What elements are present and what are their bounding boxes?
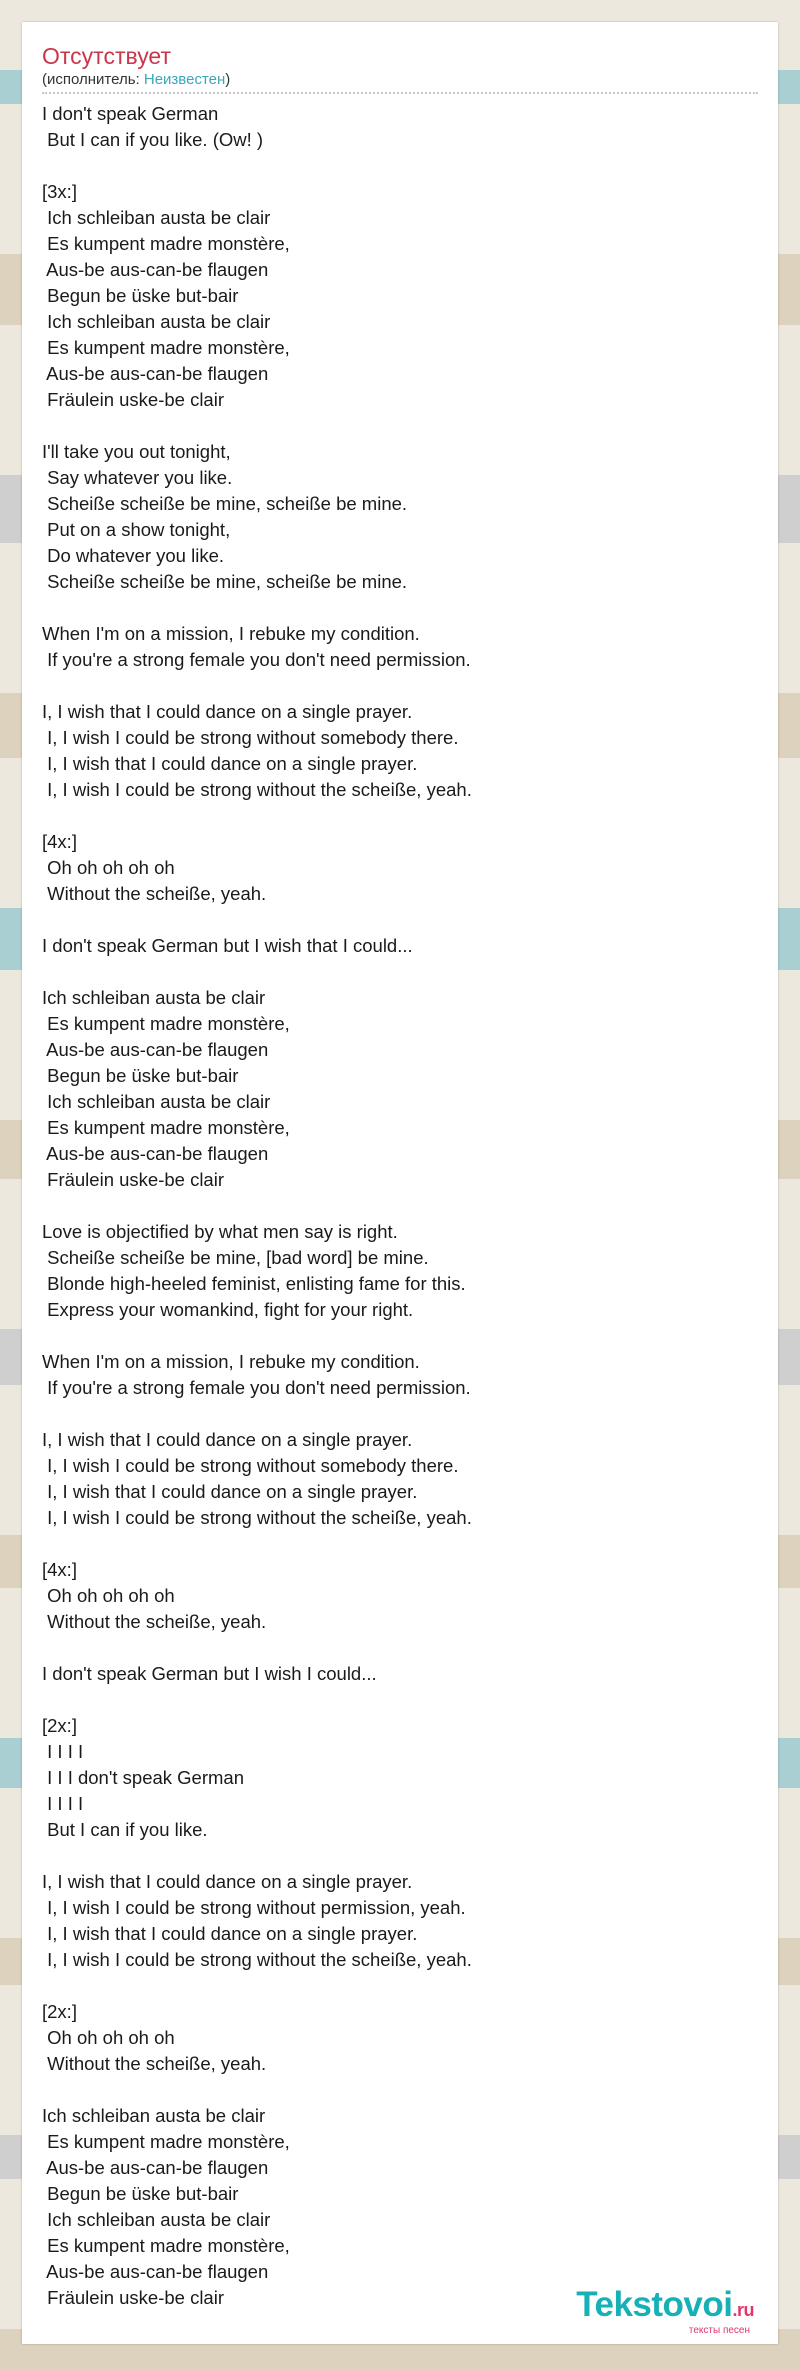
lyric-line: I don't speak German but I wish that I could... [42, 935, 413, 956]
lyric-line: I, I wish I could be strong without the scheiße, yeah. [42, 1949, 472, 1970]
lyric-line: I, I wish that I could dance on a single prayer. [42, 1923, 418, 1944]
lyric-line: I I I I [42, 1741, 84, 1762]
lyric-line: Ich schleiban austa be clair [42, 1091, 271, 1112]
lyric-line: Oh oh oh oh oh [42, 2027, 175, 2048]
lyric-line: Scheiße scheiße be mine, scheiße be mine. [42, 493, 408, 514]
lyric-line: When I'm on a mission, I rebuke my condition. [42, 623, 420, 644]
lyric-line: Es kumpent madre monstère, [42, 1117, 290, 1138]
lyric-line: If you're a strong female you don't need permission. [42, 1377, 471, 1398]
lyric-line [42, 1973, 758, 1999]
lyric-line: Ich schleiban austa be clair [42, 2209, 271, 2230]
lyric-line: But I can if you like. [42, 1819, 208, 1840]
lyric-line: I, I wish that I could dance on a single prayer. [42, 753, 418, 774]
artist-link[interactable]: Неизвестен [143, 71, 226, 88]
lyric-line: Ich schleiban austa be clair [42, 311, 271, 332]
lyric-line [42, 153, 758, 179]
lyric-line [42, 413, 758, 439]
lyric-line: Without the scheiße, yeah. [42, 1611, 267, 1632]
lyric-line: Aus-be aus-can-be flaugen [42, 1039, 269, 1060]
logo-name: Tekstovoi [576, 2285, 733, 2324]
lyric-line [42, 673, 758, 699]
lyric-line: Oh oh oh oh oh [42, 857, 175, 878]
lyric-line: Es kumpent madre monstère, [42, 233, 290, 254]
lyric-line: I, I wish I could be strong without permission, yeah. [42, 1897, 466, 1918]
lyric-line: Oh oh oh oh oh [42, 1585, 175, 1606]
lyric-line: Fräulein uske-be clair [42, 389, 224, 410]
logo-tagline: тексты песен [688, 2325, 750, 2336]
lyric-line: Begun be üske but-bair [42, 285, 239, 306]
lyric-line: Say whatever you like. [42, 467, 233, 488]
lyric-line [42, 2077, 758, 2103]
lyric-line [42, 1323, 758, 1349]
lyric-line: Do whatever you like. [42, 545, 225, 566]
lyric-line: Aus-be aus-can-be flaugen [42, 2261, 269, 2282]
lyric-line: Es kumpent madre monstère, [42, 2235, 290, 2256]
lyric-line: But I can if you like. (Ow! ) [42, 129, 264, 150]
lyric-line: [4x:] [42, 1559, 77, 1580]
lyrics-card [22, 22, 778, 2344]
lyric-line: Ich schleiban austa be clair [42, 2105, 266, 2126]
lyric-line: When I'm on a mission, I rebuke my condition. [42, 1351, 420, 1372]
lyric-line: Es kumpent madre monstère, [42, 1013, 290, 1034]
artist-suffix: ) [225, 71, 231, 88]
lyrics-text [42, 101, 758, 2311]
lyric-line: Put on a show tonight, [42, 519, 231, 540]
lyric-line [42, 1531, 758, 1557]
lyric-line: Scheiße scheiße be mine, scheiße be mine. [42, 571, 408, 592]
lyric-line: I, I wish that I could dance on a single prayer. [42, 1429, 413, 1450]
lyric-line: Aus-be aus-can-be flaugen [42, 363, 269, 384]
lyric-line: Scheiße scheiße be mine, [bad word] be mine. [42, 1247, 429, 1268]
lyric-line: Aus-be aus-can-be flaugen [42, 1143, 269, 1164]
lyric-line: I, I wish I could be strong without somebody there. [42, 1455, 459, 1476]
lyric-line: I don't speak German [42, 103, 219, 124]
lyric-line [42, 1401, 758, 1427]
lyric-line: Aus-be aus-can-be flaugen [42, 259, 269, 280]
artist-prefix: (исполнитель: [42, 71, 144, 88]
lyric-line: Ich schleiban austa be clair [42, 987, 266, 1008]
lyric-line [42, 803, 758, 829]
lyric-line [42, 1193, 758, 1219]
lyric-line: Without the scheiße, yeah. [42, 2053, 267, 2074]
lyric-line: Begun be üske but-bair [42, 1065, 239, 1086]
lyric-line: Es kumpent madre monstère, [42, 337, 290, 358]
lyric-line: [3x:] [42, 181, 77, 202]
lyric-line: Love is objectified by what men say is right. [42, 1221, 398, 1242]
lyric-line: I, I wish that I could dance on a single prayer. [42, 1871, 413, 1892]
lyric-line: I, I wish I could be strong without the scheiße, yeah. [42, 1507, 472, 1528]
lyric-line [42, 1687, 758, 1713]
lyric-line [42, 1843, 758, 1869]
lyric-line: Fräulein uske-be clair [42, 2287, 224, 2308]
lyric-line: I don't speak German but I wish I could... [42, 1663, 377, 1684]
lyric-line [42, 959, 758, 985]
lyric-line: [2x:] [42, 2001, 77, 2022]
lyric-line: Aus-be aus-can-be flaugen [42, 2157, 269, 2178]
lyric-line [42, 907, 758, 933]
dotted-divider [42, 92, 758, 94]
artist-line [42, 71, 230, 89]
lyric-line: Without the scheiße, yeah. [42, 883, 267, 904]
lyric-line: I, I wish that I could dance on a single prayer. [42, 1481, 418, 1502]
logo-domain: .ru [732, 2300, 754, 2320]
lyric-line: I I I don't speak German [42, 1767, 244, 1788]
lyric-line: Express your womankind, fight for your right. [42, 1299, 414, 1320]
lyric-line [42, 1635, 758, 1661]
lyric-line: I, I wish that I could dance on a single prayer. [42, 701, 413, 722]
lyric-line: Es kumpent madre monstère, [42, 2131, 290, 2152]
lyric-line: [4x:] [42, 831, 77, 852]
lyric-line: I, I wish I could be strong without somebody there. [42, 727, 459, 748]
lyric-line: I, I wish I could be strong without the scheiße, yeah. [42, 779, 472, 800]
lyric-line: I I I I [42, 1793, 84, 1814]
lyric-line: I'll take you out tonight, [42, 441, 231, 462]
lyric-line: [2x:] [42, 1715, 77, 1736]
lyric-line: Begun be üske but-bair [42, 2183, 239, 2204]
site-logo[interactable] [576, 2286, 754, 2336]
lyric-line [42, 595, 758, 621]
song-title: Отсутствует [42, 43, 171, 69]
lyric-line: If you're a strong female you don't need permission. [42, 649, 471, 670]
lyric-line: Fräulein uske-be clair [42, 1169, 224, 1190]
lyric-line: Ich schleiban austa be clair [42, 207, 271, 228]
lyric-line: Blonde high-heeled feminist, enlisting fame for this. [42, 1273, 466, 1294]
